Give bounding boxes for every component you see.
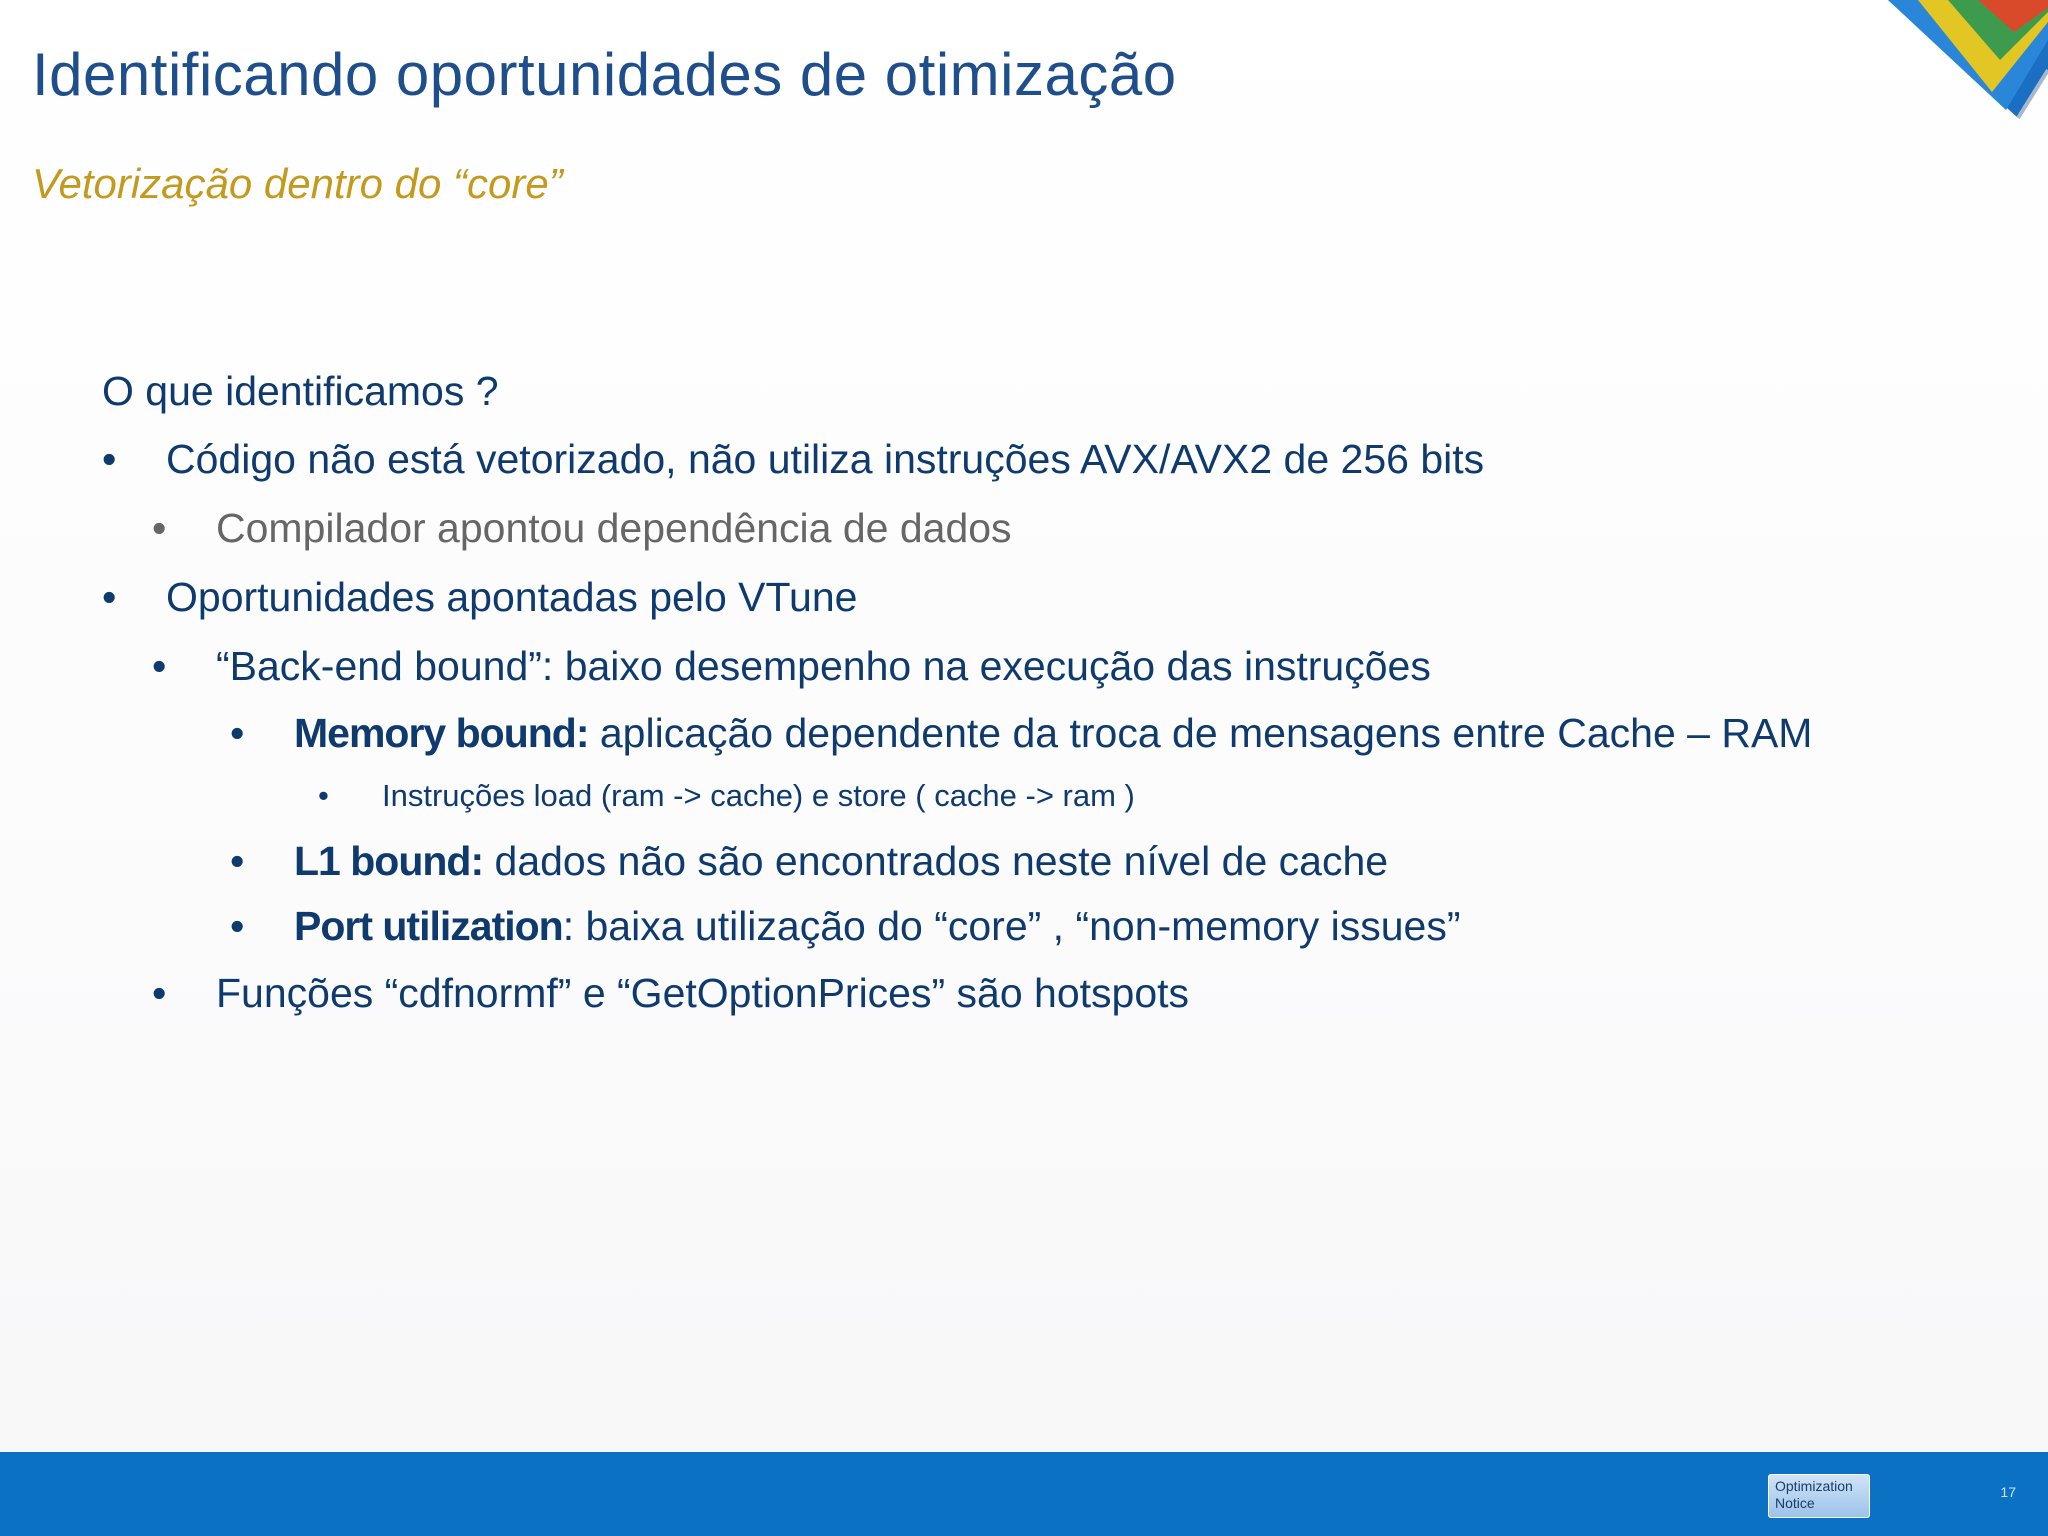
list-item	[102, 499, 1922, 557]
list-item	[102, 706, 1922, 760]
bullet: •	[230, 710, 245, 756]
bullet: •	[152, 643, 167, 689]
slide-subtitle: Vetorização dentro do “core”	[32, 160, 563, 207]
list-item-text: Oportunidades apontadas pelo VTune	[166, 574, 858, 620]
list-item-description: : baixa utilização do “core” , “non-memory issues”	[562, 903, 1461, 949]
notice-label-line1: Optimization	[1775, 1478, 1853, 1494]
bullet: •	[318, 778, 329, 813]
list-item	[102, 430, 1922, 488]
list-item-text: Compilador apontou dependência de dados	[216, 505, 1012, 551]
list-item	[102, 964, 1922, 1022]
list-item	[102, 899, 1922, 953]
list-item	[102, 771, 1922, 821]
list-item-text	[294, 834, 1854, 888]
list-item-text: Instruções load (ram -> cache) e store ( cache -> ram )	[382, 778, 1135, 813]
slide-content	[102, 362, 1922, 1033]
list-item-description: dados não são encontrados neste nível de cache	[483, 838, 1389, 884]
slide-title: Identificando oportunidades de otimização	[32, 41, 1177, 108]
list-item-text: Código não está vetorizado, não utiliza instruções AVX/AVX2 de 256 bits	[166, 436, 1485, 482]
bullet: •	[230, 903, 245, 949]
optimization-notice-button[interactable]	[1768, 1474, 1870, 1518]
list-item-text	[294, 706, 1854, 760]
list-item	[102, 568, 1922, 626]
notice-label-line2: Notice	[1775, 1495, 1815, 1511]
list-item	[102, 834, 1922, 888]
list-item-description: aplicação dependente da troca de mensagens entre Cache – RAM	[588, 710, 1813, 756]
bullet: •	[230, 838, 245, 884]
footer-bar	[0, 1452, 2048, 1536]
page-number: 17	[2000, 1484, 2016, 1500]
bullet: •	[102, 436, 117, 482]
list-item-text: Funções “cdfnormf” e “GetOptionPrices” são hotspots	[216, 970, 1190, 1016]
list-item-text	[294, 899, 1854, 953]
bullet: •	[152, 970, 167, 1016]
corner-decoration-icon	[1888, 0, 2048, 120]
content-heading: O que identificamos ?	[102, 368, 499, 414]
list-item-term: Memory bound:	[294, 710, 589, 756]
list-item-term: Port utilization	[294, 903, 563, 949]
list-item-text: “Back-end bound”: baixo desempenho na execução das instruções	[216, 643, 1431, 689]
bullet: •	[152, 505, 167, 551]
list-item-term: L1 bound:	[294, 838, 484, 884]
list-item	[102, 637, 1922, 695]
bullet: •	[102, 574, 117, 620]
